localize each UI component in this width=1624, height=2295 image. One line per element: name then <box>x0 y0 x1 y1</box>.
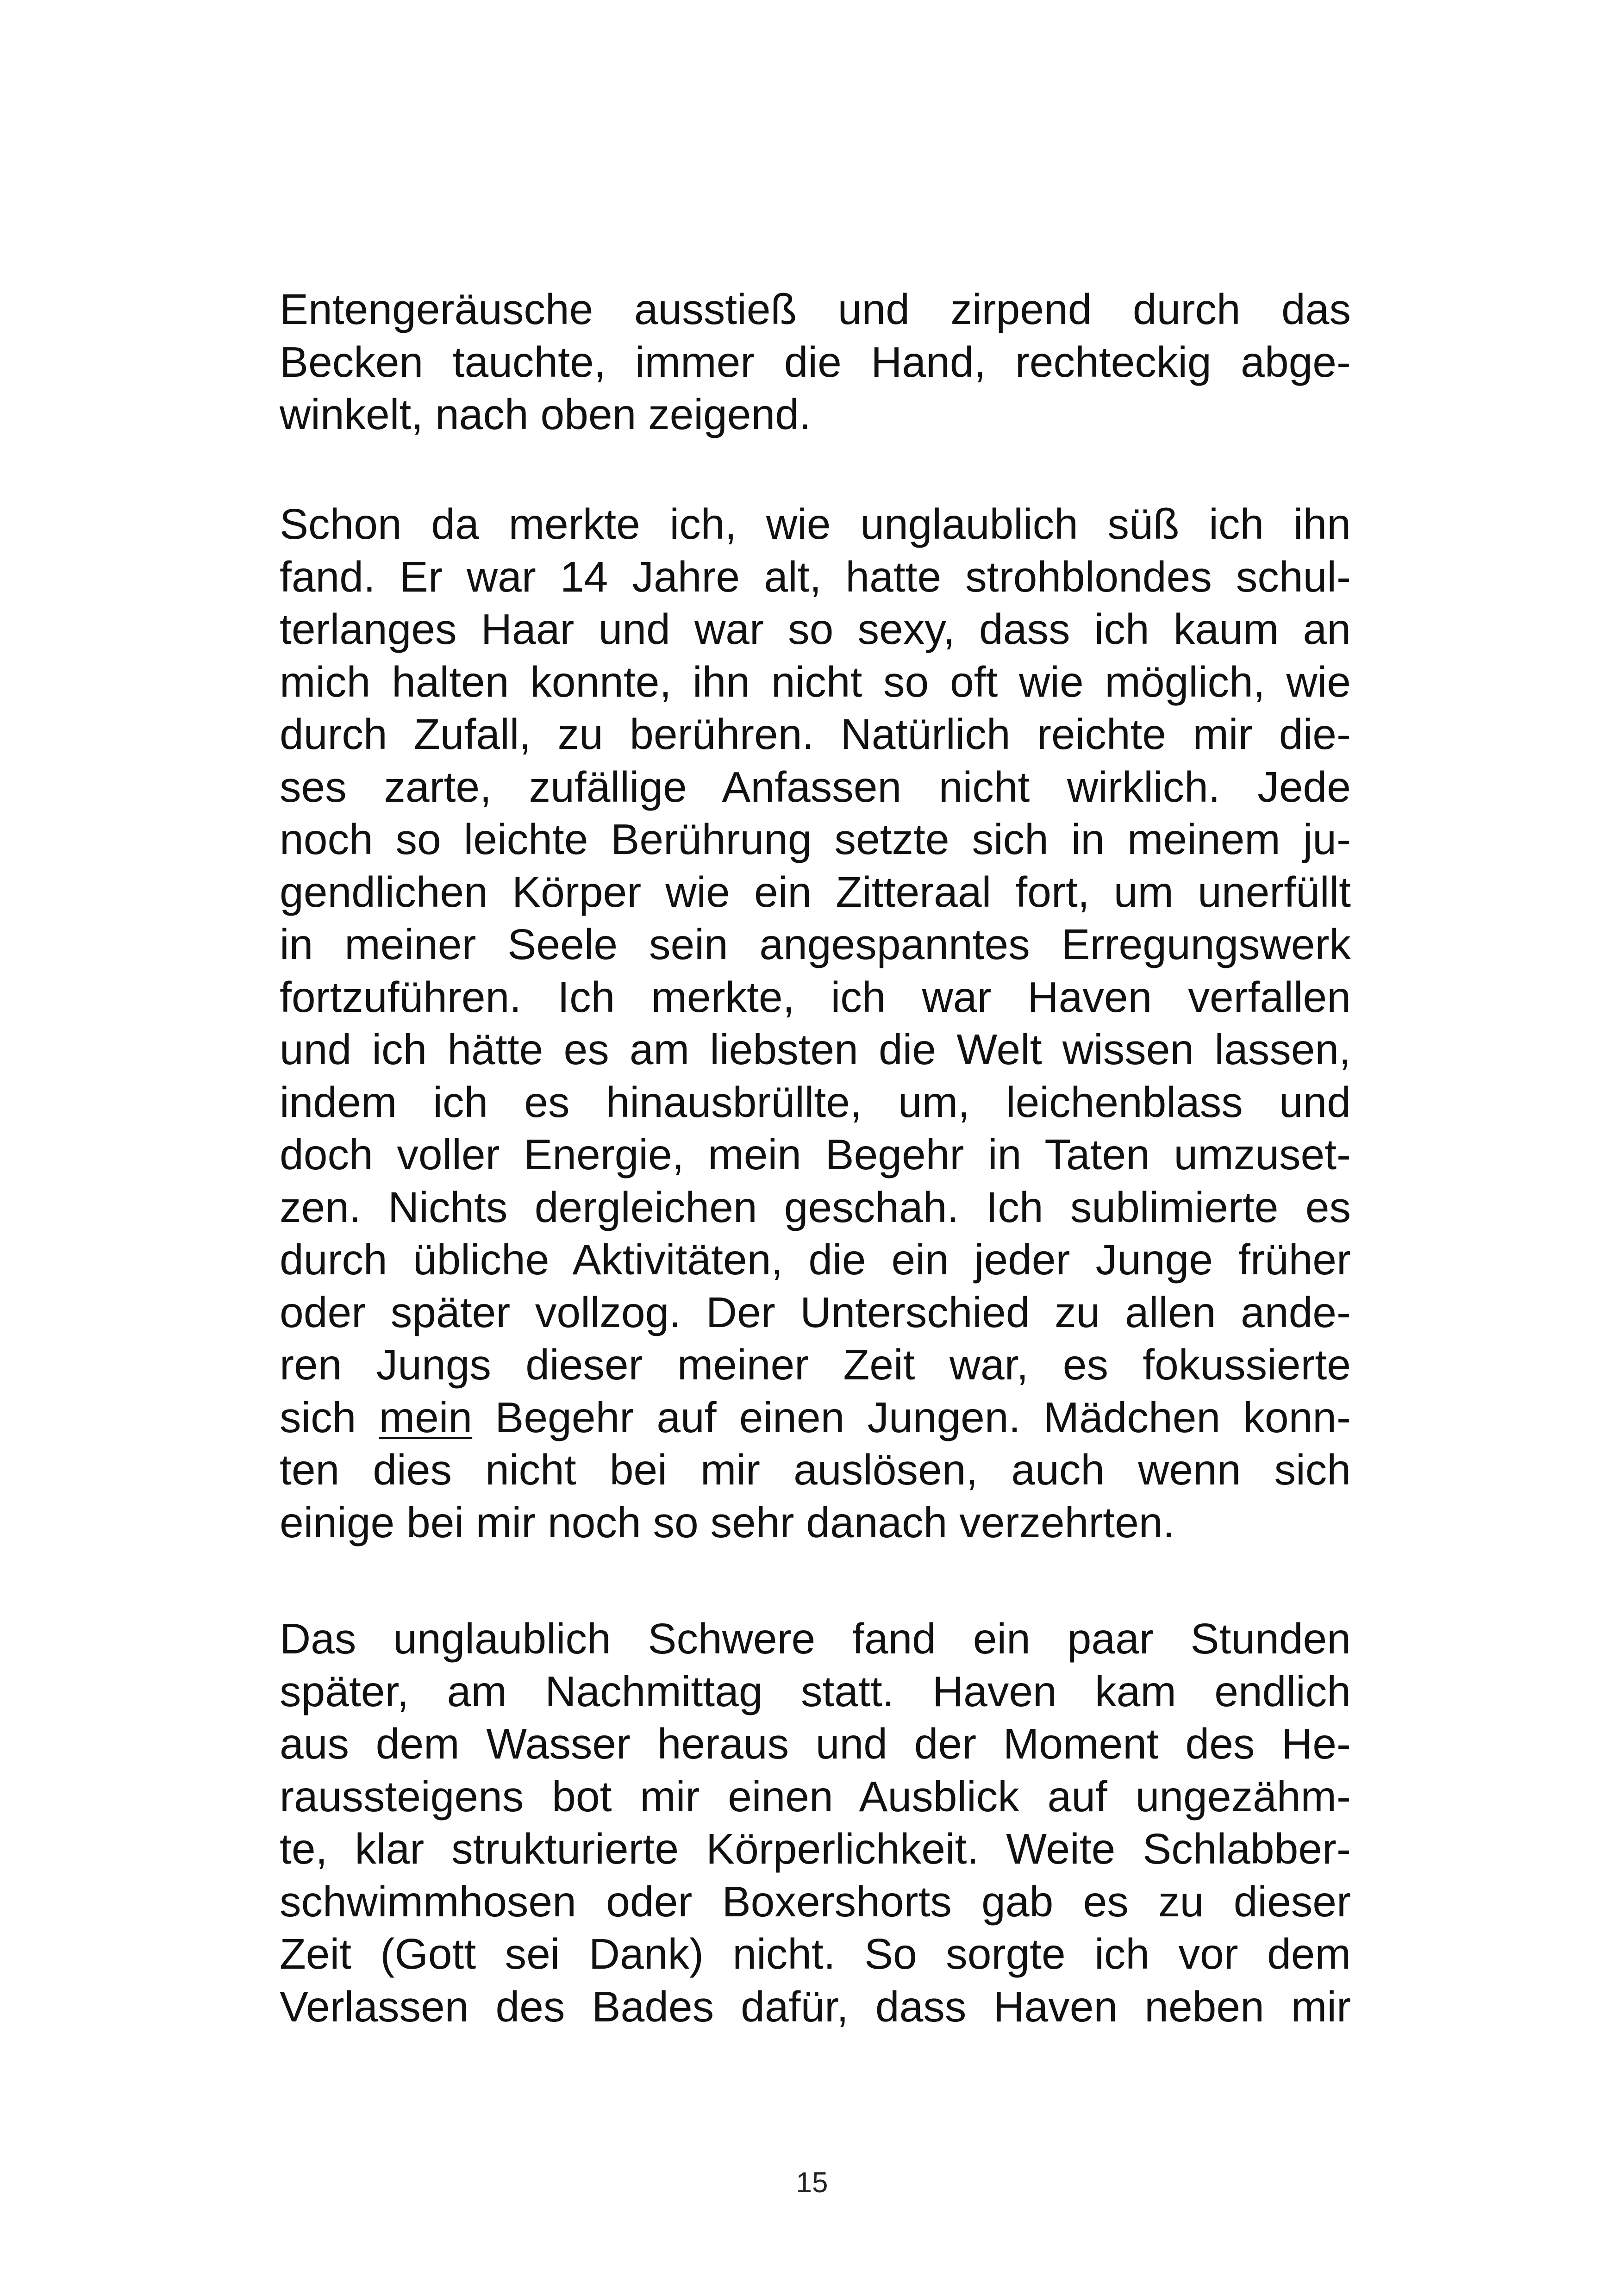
text-line: in meiner Seele sein angespanntes Erregungswerk <box>280 920 1351 968</box>
page-number: 15 <box>796 2167 828 2199</box>
text-line: Verlassen des Bades dafür, dass Haven neben mir <box>280 1982 1351 2031</box>
text-line: Das unglaublich Schwere fand ein paar Stunden <box>280 1615 1351 1663</box>
text-line: mich halten konnte, ihn nicht so oft wie möglich, wie <box>280 657 1351 706</box>
text-line: fortzuführen. Ich merkte, ich war Haven verfallen <box>280 973 1351 1021</box>
text-line: doch voller Energie, mein Begehr in Taten umzuset- <box>280 1130 1351 1179</box>
text-line: durch übliche Aktivitäten, die ein jeder Junge früher <box>280 1235 1351 1284</box>
text-fragment: Begehr auf einen Jungen. Mädchen konn- <box>472 1393 1351 1441</box>
text-fragment: sich <box>280 1393 379 1441</box>
text-line: durch Zufall, zu berühren. Natürlich reichte mir die- <box>280 710 1351 758</box>
text-line: noch so leichte Berührung setzte sich in meinem ju- <box>280 815 1351 863</box>
text-line: aus dem Wasser heraus und der Moment des He- <box>280 1720 1351 1768</box>
text-line: ren Jungs dieser meiner Zeit war, es fokussierte <box>280 1341 1351 1389</box>
text-line: Zeit (Gott sei Dank) nicht. So sorgte ich vor dem <box>280 1930 1351 1978</box>
text-line: und ich hätte es am liebsten die Welt wissen lassen, <box>280 1025 1351 1073</box>
text-line: ten dies nicht bei mir auslösen, auch wenn sich <box>280 1446 1351 1494</box>
text-line: Becken tauchte, immer die Hand, rechteckig abge- <box>280 337 1351 386</box>
text-line-with-underline <box>280 1391 1351 1444</box>
text-line: te, klar strukturierte Körperlichkeit. Weite Schlabber- <box>280 1825 1351 1873</box>
text-line: zen. Nichts dergleichen geschah. Ich sublimierte es <box>280 1183 1351 1231</box>
underlined-word: mein <box>379 1393 473 1441</box>
text-line: schwimmhosen oder Boxershorts gab es zu dieser <box>280 1877 1351 1926</box>
text-line: ses zarte, zufällige Anfassen nicht wirklich. Jede <box>280 762 1351 811</box>
paragraph-1 <box>280 283 1351 441</box>
text-line: oder später vollzog. Der Unterschied zu allen ande- <box>280 1288 1351 1336</box>
text-line: terlanges Haar und war so sexy, dass ich kaum an <box>280 605 1351 653</box>
text-line: fand. Er war 14 Jahre alt, hatte strohblondes schul- <box>280 552 1351 601</box>
text-line: gendlichen Körper wie ein Zitteraal fort, um unerfüllt <box>280 867 1351 916</box>
text-line: indem ich es hinausbrüllte, um, leichenblass und <box>280 1078 1351 1126</box>
text-line: Entengeräusche ausstieß und zirpend durch das <box>280 285 1351 333</box>
paragraph-2 <box>280 498 1351 1549</box>
text-line: Schon da merkte ich, wie unglaublich süß ich ihn <box>280 500 1351 548</box>
text-line: einige bei mir noch so sehr danach verzehrten. <box>280 1498 1175 1547</box>
text-line: winkelt, nach oben zeigend. <box>280 390 811 438</box>
paragraph-3 <box>280 1613 1351 2033</box>
text-line: raussteigens bot mir einen Ausblick auf ungezähm- <box>280 1772 1351 1821</box>
text-line: später, am Nachmittag statt. Haven kam endlich <box>280 1667 1351 1715</box>
